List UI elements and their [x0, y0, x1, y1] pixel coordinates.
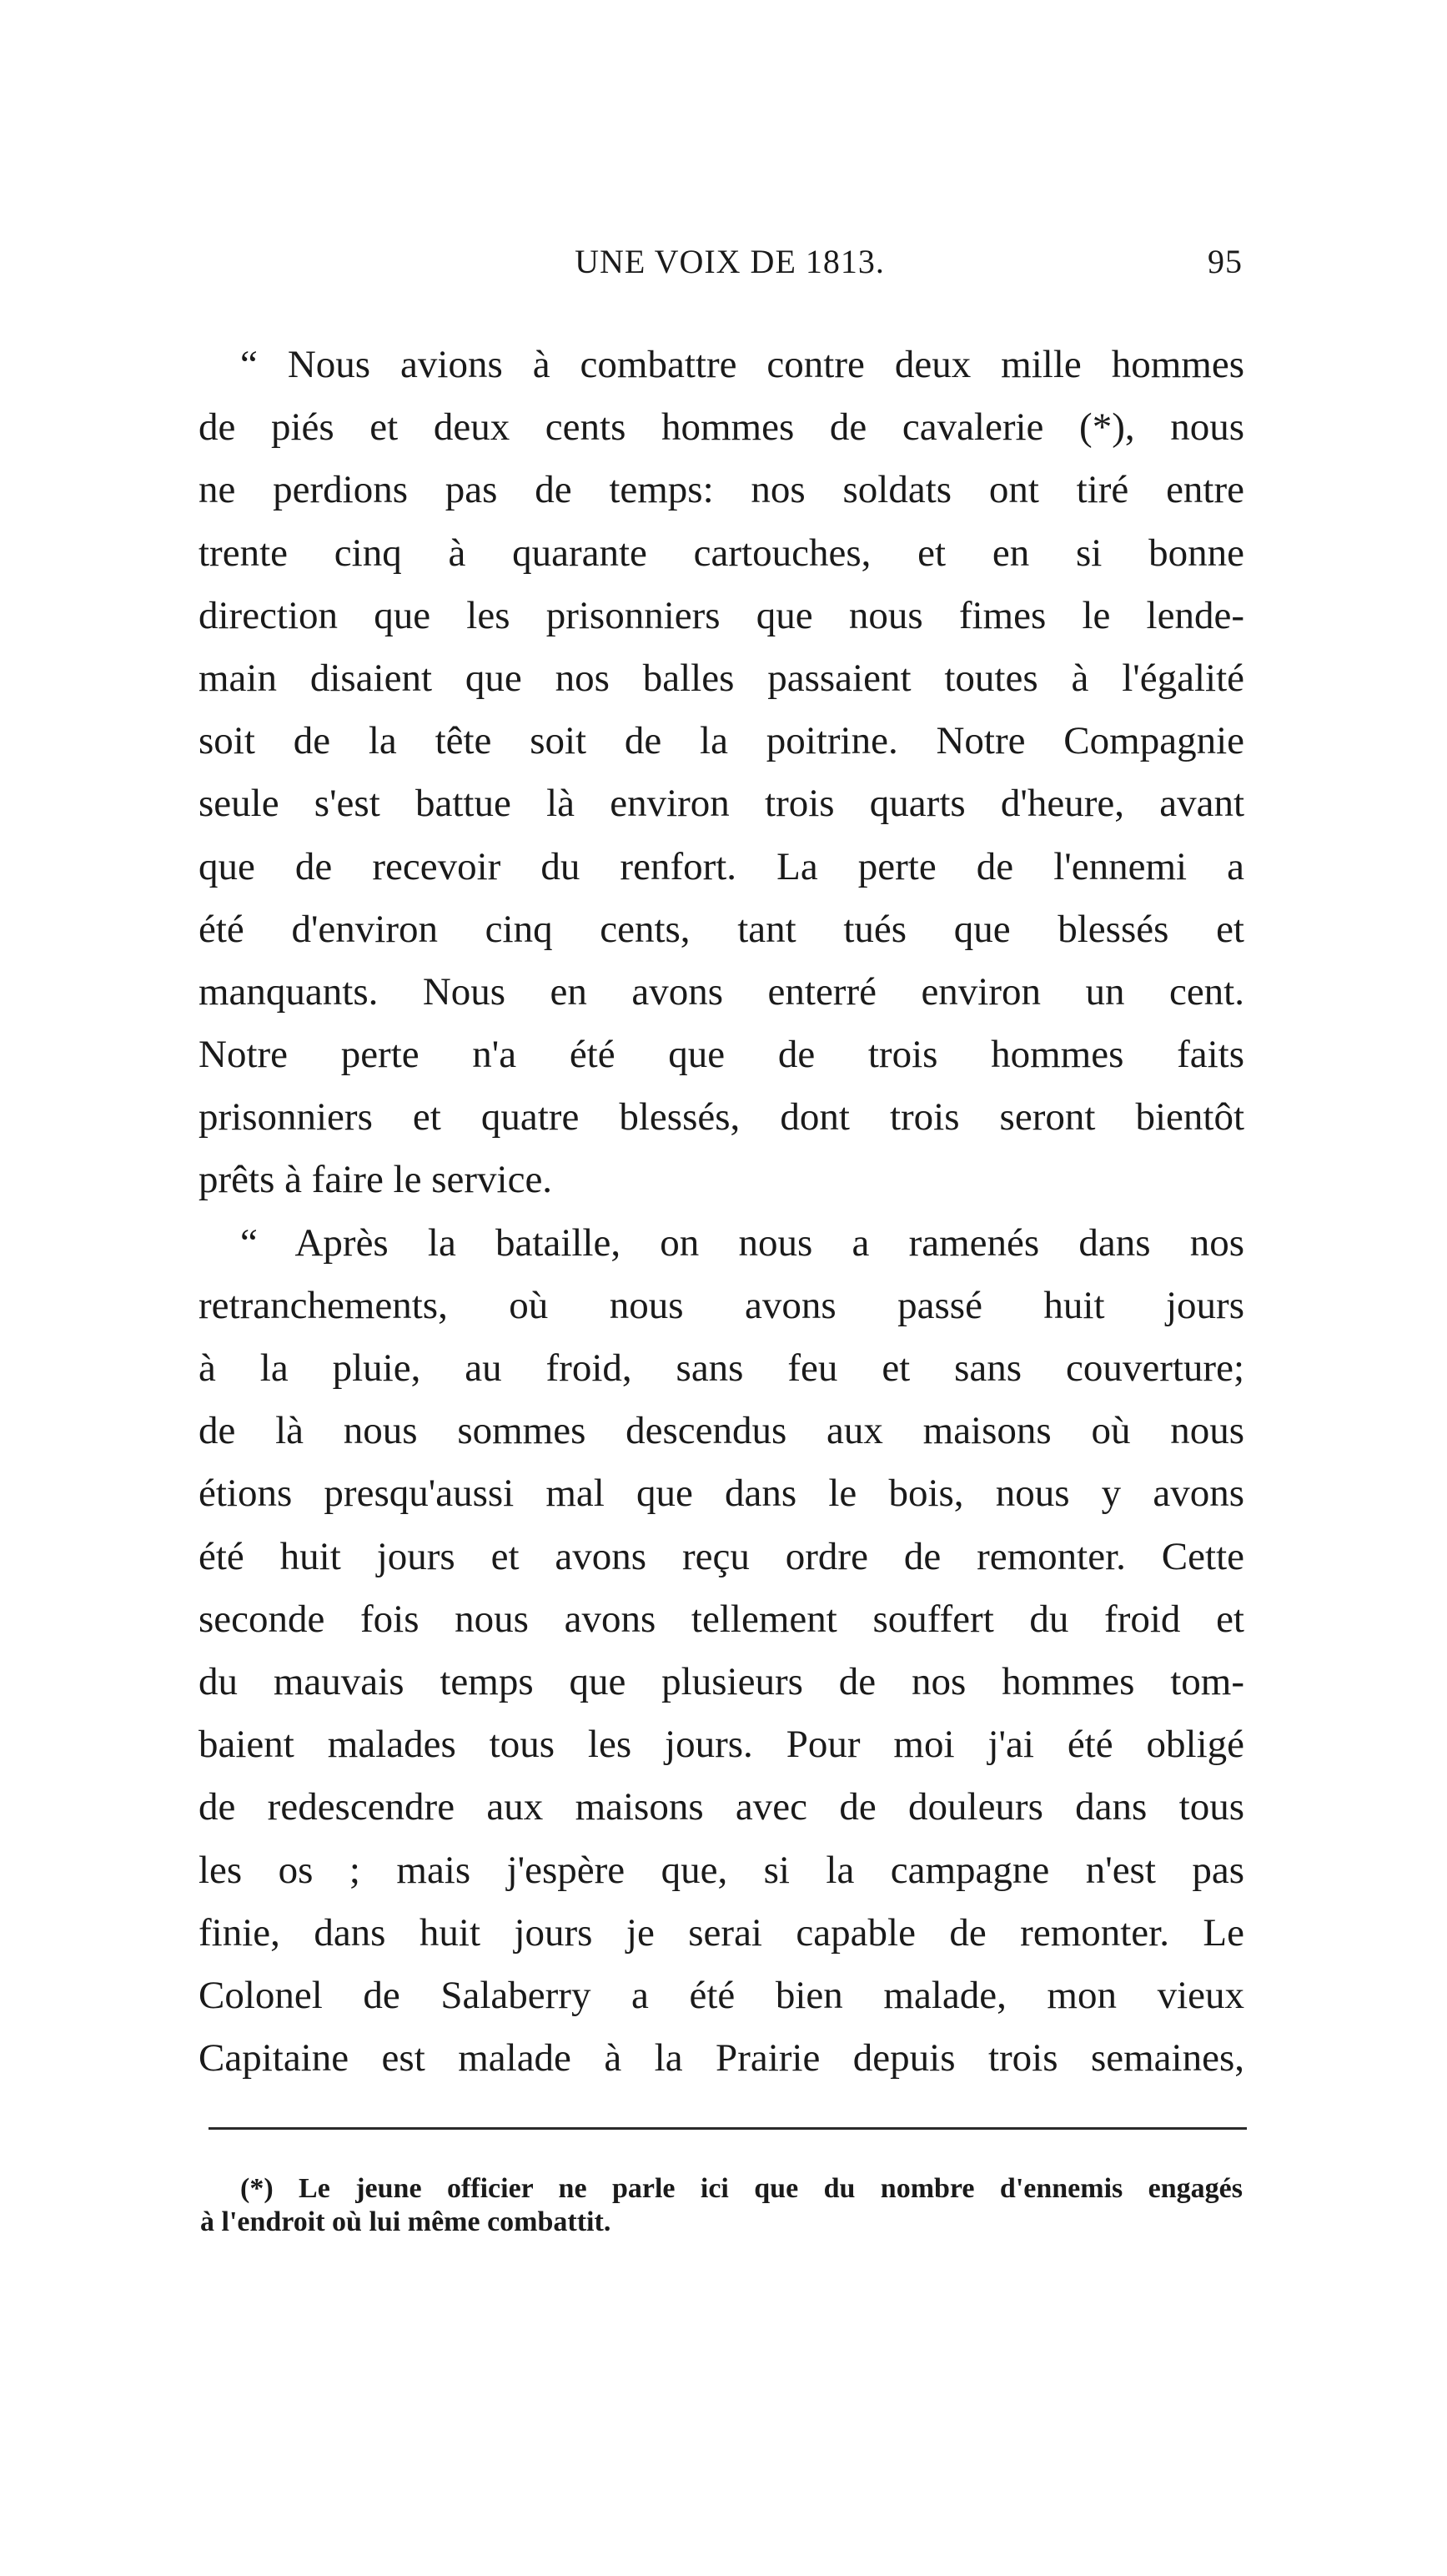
footnote: [200, 2172, 1243, 2239]
footnote-line: (*) Le jeune officier ne parle ici que du nombre d'ennemis engagés: [240, 2173, 1243, 2204]
text-line: été huit jours et avons reçu ordre de remonter. Cette: [198, 1534, 1244, 1578]
footnote-divider: [209, 2127, 1247, 2130]
text-line: “ Après la bataille, on nous a ramenés dans nos: [240, 1220, 1244, 1265]
text-line: finie, dans huit jours je serai capable de remonter. Le: [198, 1910, 1244, 1955]
text-line: seule s'est battue là environ trois quarts d'heure, avant: [198, 782, 1244, 826]
text-line: trente cinq à quarante cartouches, et en si bonne: [198, 531, 1244, 575]
text-line: du mauvais temps que plusieurs de nos hommes tom-: [198, 1659, 1244, 1703]
text-line: de là nous sommes descendus aux maisons où nous: [198, 1409, 1244, 1453]
page-number: 95: [1208, 243, 1243, 280]
text-line: de redescendre aux maisons avec de douleurs dans tous: [198, 1785, 1244, 1829]
paragraph-battle-account: [198, 334, 1244, 1212]
text-line: Colonel de Salaberry a été bien malade, mon vieux: [198, 1973, 1244, 2017]
running-head: [200, 242, 1259, 292]
text-line: que de recevoir du renfort. La perte de l'ennemi a: [198, 844, 1244, 888]
paragraph-after-battle: [198, 1212, 1244, 2090]
text-line: “ Nous avions à combattre contre deux mille hommes: [240, 343, 1244, 386]
text-line: baient malades tous les jours. Pour moi j'ai été obligé: [198, 1723, 1244, 1767]
footnote-line: à l'endroit où lui même combattit.: [200, 2206, 611, 2237]
text-line: prisonniers et quatre blessés, dont trois seront bientôt: [198, 1095, 1244, 1140]
text-line: soit de la tête soit de la poitrine. Notre Compagnie: [198, 719, 1244, 763]
text-line: de piés et deux cents hommes de cavalerie (*), nous: [198, 405, 1244, 450]
running-title: UNE VOIX DE 1813.: [575, 243, 885, 280]
text-line: seconde fois nous avons tellement souffert du froid et: [198, 1597, 1244, 1641]
text-line: à la pluie, au froid, sans feu et sans couverture;: [198, 1346, 1244, 1390]
text-line: Notre perte n'a été que de trois hommes faits: [198, 1033, 1244, 1077]
text-line: étions presqu'aussi mal que dans le bois, nous y avons: [198, 1472, 1244, 1516]
text-line: prêts à faire le service.: [198, 1158, 553, 1202]
text-line: Capitaine est malade à la Prairie depuis trois semaines,: [198, 2036, 1244, 2080]
text-line: direction que les prisonniers que nous fimes le lende-: [198, 593, 1244, 637]
text-line: manquants. Nous en avons enterré environ un cent.: [198, 969, 1244, 1014]
text-line: les os ; mais j'espère que, si la campagne n'est pas: [198, 1848, 1244, 1892]
text-line: ne perdions pas de temps: nos soldats ont tiré entre: [198, 468, 1244, 512]
text-line: retranchements, où nous avons passé huit jours: [198, 1283, 1244, 1327]
body-text: [198, 334, 1244, 2090]
text-line: été d'environ cinq cents, tant tués que blessés et: [198, 907, 1244, 951]
text-line: main disaient que nos balles passaient toutes à l'égalité: [198, 656, 1244, 700]
